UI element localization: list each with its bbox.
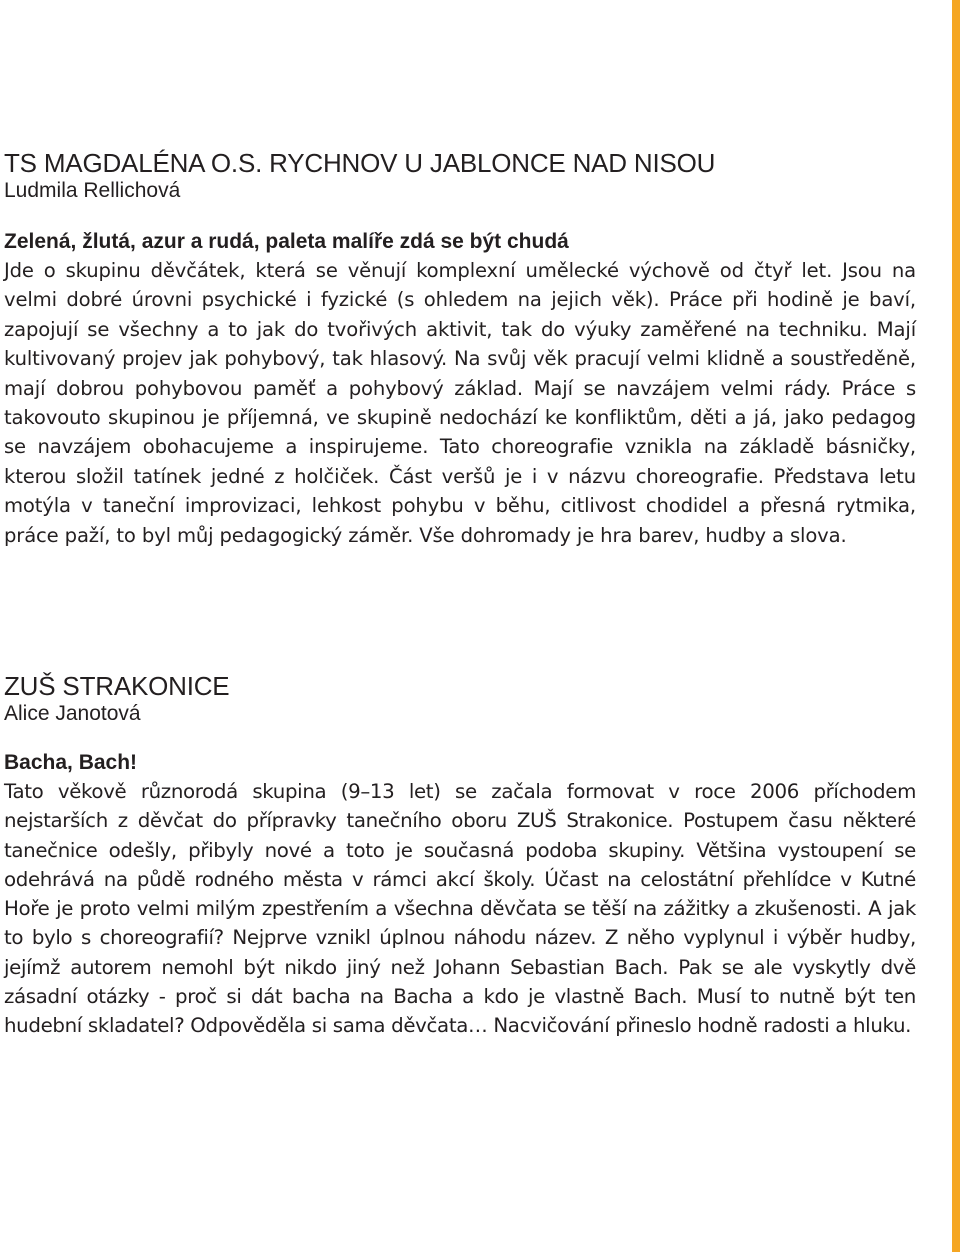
- section-heading: ZUŠ STRAKONICE: [4, 671, 230, 701]
- section-body: Tato věkově různorodá skupina (9–13 let) se začala formovat v roce 2006 příchodem nejstarších z děvčat do přípravky tanečního oboru ZUŠ Strakonice. Postupem času některé tanečnice odešly, přibyly nové a toto je současná podoba skupiny. Většina vystoupení se odehrává na půdě rodného města v rámci akcí školy. Účast na celostátní přehlídce v Kutné Hoře je proto velmi milým zpestřením a všechna děvčata se těší na zážitky a zkušenosti. A jak to bylo s choreografií? Nejprve vznikl úplnou náhodu název. Z něho vyplynul i výběr hudby, jejímž autorem nemohl být nikdo jiný než Johann Sebastian Bach. Pak se ale vyskytly dvě zásadní otázky - proč si dát bacha na Bacha a kdo je vlastně Bach. Musí to nutně být ten hudební skladatel? Odpověděla si sama děvčata… Nacvičování přineslo hodně radosti a hluku.: [4, 780, 916, 1038]
- choreography-title: Bacha, Bach!: [4, 751, 138, 774]
- section-zus-strakonice: [4, 671, 916, 1041]
- section-ts-magdalena: [4, 148, 916, 550]
- author-name: Alice Janotová: [4, 702, 141, 725]
- orange-edge-bar: [952, 0, 960, 1252]
- section-heading: TS MAGDALÉNA O.S. RYCHNOV U JABLONCE NAD NISOU: [4, 148, 716, 178]
- section-body: Jde o skupinu děvčátek, která se věnují komplexní umělecké výchově od čtyř let. Jsou na velmi dobré úrovni psychické i fyzické (s ohledem na jejich věk). Práce při hodině je baví, zapojují se všechny a to jak do tvořivých aktivit, tak do výuky zaměřené na techniku. Mají kultivovaný projev jak pohybový, tak hlasový. Na svůj věk pracují velmi klidně a soustředěně, mají dobrou pohybovou paměť a pohybový základ. Mají se navzájem velmi rády. Práce s takovouto skupinou je příjemná, ve skupině nedochází ke konfliktům, děti a já, jako pedagog se navzájem obohacujeme a inspirujeme. Tato choreografie vznikla na základě básničky, kterou složil tatínek jedné z holčiček. Část veršů je i v názvu choreografie. Představa letu motýla v taneční improvizaci, lehkost pohybu v běhu, citlivost chodidel a přesná rytmika, práce paží, to byl můj pedagogický záměr. Vše dohromady je hra barev, hudby a slova.: [4, 259, 916, 547]
- choreography-title: Zelená, žlutá, azur a rudá, paleta malíře zdá se být chudá: [4, 230, 569, 253]
- author-name: Ludmila Rellichová: [4, 179, 181, 202]
